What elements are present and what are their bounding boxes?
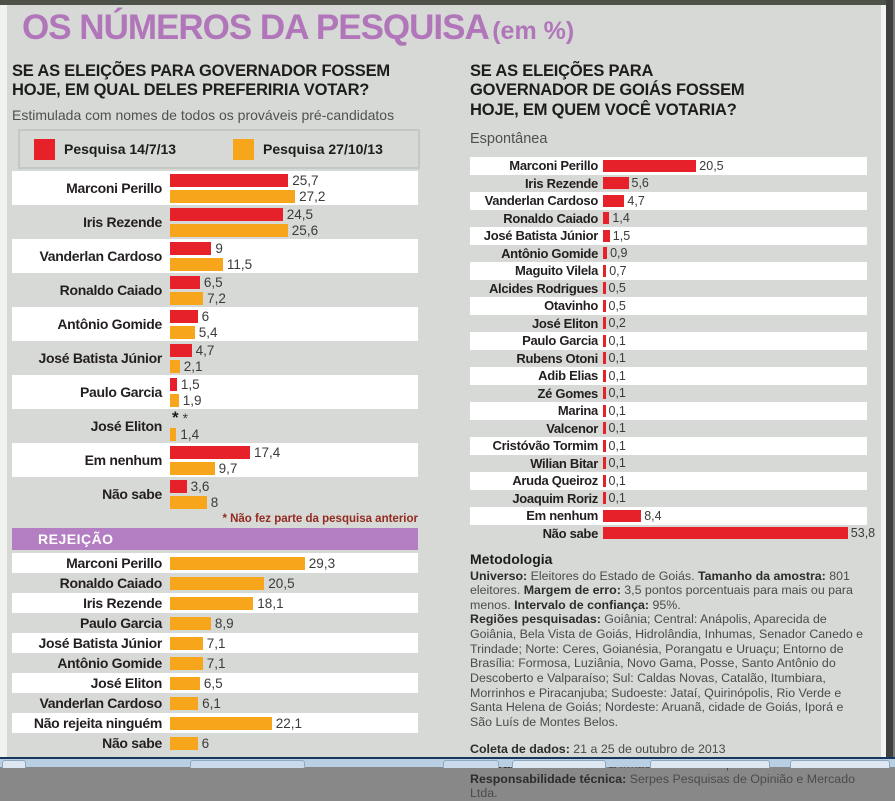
candidate-label: Paulo Garcia: [80, 615, 162, 631]
stimulated-row: [12, 375, 418, 409]
bar-line: [170, 206, 318, 222]
candidate-label: Antônio Gomide: [57, 655, 162, 671]
candidate-label: Wilian Bitar: [530, 455, 598, 471]
bar-line: [170, 376, 201, 392]
candidate-label: Antônio Gomide: [501, 245, 598, 261]
bar-group: [170, 478, 218, 510]
value-label: 6,5: [203, 675, 223, 691]
candidate-label: Zé Gomes: [537, 385, 598, 401]
bar-line: [170, 222, 318, 238]
bar-red: [170, 242, 211, 255]
candidate-label: Iris Rezende: [83, 595, 162, 611]
bar-line: [603, 299, 626, 313]
bar-line: [170, 494, 218, 510]
bar-orange: [170, 326, 195, 339]
bar-line: [170, 444, 280, 460]
rejection-row: [12, 673, 418, 693]
candidate-label: Adib Elias: [538, 368, 598, 384]
bar-red: [603, 317, 606, 329]
bar-line: [603, 404, 626, 418]
stimulated-row: [12, 205, 418, 239]
rejection-row: [12, 633, 418, 653]
value-label: 0,5: [608, 281, 626, 296]
methodology-text: Eleitores do Estado de Goiás.: [530, 568, 698, 583]
value-label: 5,4: [198, 324, 218, 340]
sheet-tab[interactable]: [790, 760, 890, 768]
stimulated-row: [12, 307, 418, 341]
methodology-text: Goiânia; Central: Anápolis, Aparecida de Goiânia, Bela Vista de Goiás, Hidrolândia, Inhumas, Senador Canedo e Trindade; Norte: Ceres, Goianésia, Porangatu e Uruaçu; Entorno de Brasília: Formosa, Luziânia, Novo Gama, Posse, Santo Antônio do Descoberto e Valparaíso; Sul: Caldas Novas, Catalão, Itumbiara, Morrinhos e Piracanjuba; Sudoeste: Jataí, Quirinópolis, Rio Verde e Santa Helena de Goiás; Nordeste: Aruanã, cidade de Goiás, Iporá e São Luís de Montes Belos.: [470, 612, 864, 729]
methodology-text: 95%.: [652, 597, 681, 612]
top-edge: [0, 0, 895, 5]
candidate-label: José Eliton: [90, 418, 162, 434]
rejection-row: [12, 613, 418, 633]
sheet-tab[interactable]: [512, 760, 606, 768]
bar-orange: [170, 258, 223, 271]
sheet-tab[interactable]: [650, 760, 770, 768]
rejection-row: [12, 693, 418, 713]
spontaneous-row: [470, 437, 867, 455]
candidate-label: Vanderlan Cardoso: [39, 248, 162, 264]
rejection-row: [12, 713, 418, 733]
methodology-text: Tamanho da amostra:: [697, 568, 830, 583]
bar-line: [170, 188, 325, 204]
methodology-text: Intervalo de confiança:: [514, 597, 653, 612]
value-label: 0,1: [608, 386, 626, 401]
page-title-text: OS NÚMEROS DA PESQUISA: [22, 8, 489, 47]
bar-group: [170, 342, 214, 374]
rejection-row: [12, 553, 418, 573]
page-title-suffix: (em %): [492, 17, 575, 45]
bar-line: [603, 526, 875, 540]
candidate-label: Não rejeita ninguém: [33, 715, 162, 731]
bar-red: [603, 527, 848, 539]
candidate-label: Ronaldo Caiado: [59, 575, 162, 591]
bar-line: [170, 426, 199, 442]
bar-line: [170, 576, 295, 590]
bar-orange: [170, 577, 264, 590]
rejection-row: [12, 593, 418, 613]
value-label: 0,5: [608, 298, 626, 313]
stimulated-row: [12, 477, 418, 511]
candidate-label: José Batista Júnior: [483, 228, 598, 244]
bar-group: [170, 444, 280, 476]
value-label: 22,1: [275, 715, 302, 731]
legend-swatch-orange: [233, 139, 254, 160]
spontaneous-row: [470, 455, 867, 473]
bar-line: [603, 334, 626, 348]
value-label: 0,1: [608, 438, 626, 453]
spontaneous-row: [470, 367, 867, 385]
rejection-row: [12, 733, 418, 753]
bar-orange: [170, 360, 180, 373]
bar-orange: [170, 557, 305, 570]
value-label: 8: [210, 494, 219, 510]
candidate-label: Otavinho: [544, 298, 598, 314]
candidate-label: Maguito Vilela: [515, 263, 598, 279]
right-subtitle: Espontânea: [470, 131, 548, 147]
bar-orange: [170, 224, 288, 237]
bar-orange: [170, 737, 198, 750]
candidate-label: Não sabe: [102, 735, 162, 751]
stimulated-row: [12, 239, 418, 273]
candidate-label: Marconi Perillo: [509, 158, 598, 174]
bar-red: [603, 405, 606, 417]
stimulated-row: [12, 171, 418, 205]
right-question: SE AS ELEIÇÕES PARA GOVERNADOR DE GOIÁS FOSSEM HOJE, EM QUEM VOCÊ VOTARIA?: [470, 62, 745, 119]
value-label: 7,1: [206, 655, 226, 671]
bar-red: [603, 282, 606, 294]
value-label: 9: [215, 240, 223, 256]
bar-orange: [170, 462, 215, 475]
candidate-label: Em nenhum: [526, 508, 598, 524]
methodology-text: Coleta de dados:: [470, 742, 574, 757]
rejection-header: REJEIÇÃO: [12, 528, 418, 550]
bar-group: [170, 206, 318, 238]
value-label: 1,9: [182, 392, 202, 408]
stimulated-row: [12, 443, 418, 477]
spontaneous-row: [470, 472, 867, 490]
bar-line: [170, 596, 284, 610]
bar-line: [170, 274, 226, 290]
bar-orange: [170, 597, 253, 610]
value-label: 27,2: [299, 188, 326, 204]
spontaneous-row: [470, 350, 867, 368]
bar-line: [170, 358, 214, 374]
candidate-label: Joaquim Roriz: [512, 490, 598, 506]
bar-line: [170, 256, 252, 272]
candidate-label: Aruda Queiroz: [512, 473, 598, 489]
bar-red: [603, 230, 610, 242]
bar-line: [170, 392, 201, 408]
bar-group: [170, 172, 325, 204]
rejection-row: [12, 573, 418, 593]
rejection-chart: [12, 553, 418, 753]
sheet-tab[interactable]: [190, 760, 305, 768]
stimulated-row: [12, 409, 418, 443]
value-label: 5,6: [631, 176, 649, 191]
value-label: 7,2: [207, 290, 226, 306]
bar-line: [170, 636, 225, 650]
bar-line: [603, 491, 626, 505]
rejection-row: [12, 653, 418, 673]
spontaneous-row: [470, 402, 867, 420]
methodology-text: Regiões pesquisadas:: [470, 612, 605, 627]
no-data-asterisk: *: [172, 408, 179, 427]
candidate-label: José Eliton: [90, 675, 162, 691]
stimulated-row: [12, 273, 418, 307]
value-label: 0,1: [608, 333, 626, 348]
legend-label: Pesquisa 27/10/13: [263, 141, 383, 157]
bar-line: [603, 264, 627, 278]
bar-line: [170, 736, 209, 750]
bar-line: [170, 172, 325, 188]
methodology-text: Responsabilidade técnica:: [470, 771, 630, 786]
bar-red: [603, 475, 606, 487]
sheet-tab[interactable]: [443, 760, 499, 768]
bar-orange: [170, 292, 203, 305]
bar-red: [170, 310, 198, 323]
stimulated-row: [12, 341, 418, 375]
value-label: *: [182, 410, 188, 426]
value-label: 6: [201, 735, 210, 751]
value-label: 24,5: [286, 206, 313, 222]
bar-group: [170, 376, 201, 408]
methodology-text: 3,5 pontos porcentuais para mais ou para menos.: [470, 583, 853, 612]
candidate-label: Rubens Otoni: [516, 350, 598, 366]
value-label: 17,4: [254, 444, 281, 460]
bar-red: [170, 480, 187, 493]
value-label: 9,7: [218, 460, 238, 476]
bar-orange: [170, 190, 295, 203]
value-label: 0,1: [608, 491, 626, 506]
candidate-label: Marconi Perillo: [66, 180, 162, 196]
value-label: 8,4: [644, 508, 662, 523]
value-label: 0,7: [609, 263, 627, 278]
legend-item-survey1: [20, 139, 219, 160]
value-label: 1,4: [612, 211, 630, 226]
value-label: 18,1: [257, 595, 284, 611]
spontaneous-row: [470, 157, 867, 175]
bar-line: [603, 369, 626, 383]
value-label: 20,5: [699, 158, 724, 173]
bar-line: [603, 421, 626, 435]
bar-red: [603, 247, 607, 259]
methodology-text: Margem de erro:: [523, 583, 625, 598]
bar-orange: [170, 697, 198, 710]
bar-red: [603, 440, 606, 452]
methodology-text: Serpes Pesquisas de Opinião e Mercado Ltda.: [470, 771, 855, 801]
spontaneous-row: [470, 297, 867, 315]
stimulated-vote-chart: [12, 171, 418, 511]
sheet-tab[interactable]: [2, 760, 26, 768]
bar-red: [603, 370, 606, 382]
bar-line: [603, 386, 626, 400]
bar-group: [170, 410, 199, 442]
value-label: 0,1: [608, 351, 626, 366]
bar-red: [603, 177, 629, 189]
bar-line: [170, 410, 199, 426]
legend-swatch-red: [34, 139, 55, 160]
methodology-text: 21 a 25 de outubro de 2013: [573, 742, 726, 757]
bar-line: [170, 478, 218, 494]
spontaneous-row: [470, 262, 867, 280]
bar-line: [170, 696, 221, 710]
value-label: 20,5: [268, 575, 295, 591]
value-label: 0,2: [608, 316, 626, 331]
bar-line: [603, 194, 645, 208]
bar-line: [603, 439, 626, 453]
bar-line: [170, 324, 218, 340]
spontaneous-row: [470, 245, 867, 263]
candidate-label: Iris Rezende: [525, 175, 598, 191]
bar-red: [603, 422, 606, 434]
value-label: 0,1: [608, 368, 626, 383]
methodology-line: [470, 569, 866, 613]
value-label: 25,7: [292, 172, 319, 188]
spontaneous-row: [470, 507, 867, 525]
candidate-label: Vanderlan Cardoso: [484, 193, 598, 209]
candidate-label: Em nenhum: [84, 452, 162, 468]
bar-line: [603, 176, 649, 190]
bar-red: [603, 160, 696, 172]
spontaneous-row: [470, 332, 867, 350]
legend-item-survey2: [219, 139, 418, 160]
bar-red: [603, 352, 606, 364]
bar-line: [603, 211, 630, 225]
spontaneous-row: [470, 420, 867, 438]
value-label: 0,1: [608, 456, 626, 471]
value-label: 6,1: [202, 695, 221, 711]
methodology-text: Universo:: [470, 568, 531, 583]
methodology-line: [470, 612, 866, 729]
left-question: SE AS ELEIÇÕES PARA GOVERNADOR FOSSEM HOJE, EM QUAL DELES PREFERIRIA VOTAR?: [12, 62, 390, 100]
spontaneous-row: [470, 210, 867, 228]
candidate-label: Vanderlan Cardoso: [39, 695, 162, 711]
bar-red: [603, 335, 606, 347]
value-label: 1,5: [612, 228, 631, 243]
value-label: 7,1: [206, 635, 226, 651]
bar-line: [603, 229, 630, 243]
candidate-label: Não sabe: [542, 525, 598, 541]
bar-red: [603, 300, 606, 312]
legend-label: Pesquisa 14/7/13: [64, 141, 177, 157]
value-label: 8,9: [214, 615, 234, 631]
candidate-label: Cristóvão Tormim: [492, 438, 598, 454]
value-label: 0,1: [608, 421, 626, 436]
bar-orange: [170, 617, 211, 630]
bar-group: [170, 240, 252, 272]
bar-group: [170, 308, 218, 340]
bar-orange: [170, 496, 207, 509]
candidate-label: Não sabe: [102, 486, 162, 502]
bar-line: [170, 240, 252, 256]
left-subtitle: Estimulada com nomes de todos os prováveis pré-candidatos: [12, 107, 395, 123]
bar-line: [603, 351, 626, 365]
value-label: 4,7: [195, 342, 215, 358]
bar-line: [170, 616, 234, 630]
value-label: 1,5: [180, 376, 200, 392]
candidate-label: Antônio Gomide: [57, 316, 162, 332]
bar-orange: [170, 394, 179, 407]
candidate-label: Marconi Perillo: [66, 555, 162, 571]
bar-red: [603, 195, 624, 207]
bar-line: [170, 308, 218, 324]
value-label: 2,1: [183, 358, 203, 374]
bar-line: [603, 509, 662, 523]
value-label: 6: [201, 308, 210, 324]
bar-orange: [170, 677, 200, 690]
bar-line: [170, 460, 280, 476]
candidate-label: Paulo Garcia: [80, 384, 162, 400]
bar-red: [170, 378, 177, 391]
legend: [18, 129, 420, 169]
value-label: 0,1: [608, 403, 626, 418]
bar-line: [170, 676, 223, 690]
bar-red: [603, 212, 609, 224]
bar-red: [170, 174, 288, 187]
bar-line: [603, 316, 626, 330]
value-label: 0,9: [610, 246, 628, 261]
spontaneous-row: [470, 227, 867, 245]
bar-line: [603, 456, 626, 470]
methodology-line: [470, 742, 866, 757]
spontaneous-row: [470, 175, 867, 193]
value-label: 6,5: [203, 274, 223, 290]
candidate-label: Valcenor: [546, 420, 598, 436]
bar-line: [603, 281, 626, 295]
value-label: 29,3: [308, 555, 336, 571]
spontaneous-row: [470, 315, 867, 333]
value-label: 0,1: [608, 473, 626, 488]
candidate-label: José Batista Júnior: [38, 635, 162, 651]
bar-red: [170, 446, 250, 459]
bar-orange: [170, 717, 272, 730]
right-edge: [886, 0, 893, 767]
value-label: 4,7: [627, 193, 645, 208]
bar-red: [603, 510, 641, 522]
bar-line: [170, 716, 302, 730]
bar-red: [170, 344, 192, 357]
candidate-label: Ronaldo Caiado: [59, 282, 162, 298]
bar-line: [170, 342, 214, 358]
candidate-label: José Batista Júnior: [38, 350, 162, 366]
bar-orange: [170, 637, 203, 650]
value-label: 53,8: [850, 526, 876, 541]
methodology-heading: Metodologia: [470, 551, 553, 567]
bar-orange: [170, 428, 176, 441]
bar-group: [170, 274, 226, 306]
bar-red: [603, 387, 606, 399]
value-label: 1,4: [180, 426, 200, 442]
bar-line: [170, 556, 335, 570]
methodology-text: 801 eleitores.: [470, 568, 850, 598]
bar-red: [603, 492, 606, 504]
value-label: 3,6: [190, 478, 210, 494]
bar-red: [170, 276, 200, 289]
page-title: [22, 8, 574, 48]
spontaneous-row: [470, 490, 867, 508]
bottom-strip: [0, 757, 895, 767]
bar-red: [603, 265, 606, 277]
spontaneous-vote-chart: [470, 157, 876, 542]
candidate-label: Alcides Rodrigues: [488, 280, 598, 296]
bar-line: [603, 474, 626, 488]
candidate-label: Marina: [557, 403, 598, 419]
bar-line: [170, 290, 226, 306]
bar-line: [603, 246, 627, 260]
left-edge: [0, 5, 7, 757]
bar-line: [603, 159, 724, 173]
methodology-line: [470, 772, 866, 801]
chart-footnote: * Não fez parte da pesquisa anterior: [222, 513, 418, 525]
value-label: 11,5: [226, 256, 253, 272]
value-label: 25,6: [291, 222, 319, 238]
candidate-label: Iris Rezende: [83, 214, 162, 230]
spontaneous-row: [470, 525, 876, 543]
candidate-label: Paulo Garcia: [522, 333, 598, 349]
bar-red: [603, 457, 606, 469]
bar-orange: [170, 657, 203, 670]
spontaneous-row: [470, 280, 867, 298]
spontaneous-row: [470, 385, 867, 403]
bar-red: [170, 208, 283, 221]
candidate-label: José Eliton: [531, 315, 598, 331]
bar-line: [170, 656, 225, 670]
spontaneous-row: [470, 192, 867, 210]
candidate-label: Ronaldo Caiado: [503, 210, 598, 226]
